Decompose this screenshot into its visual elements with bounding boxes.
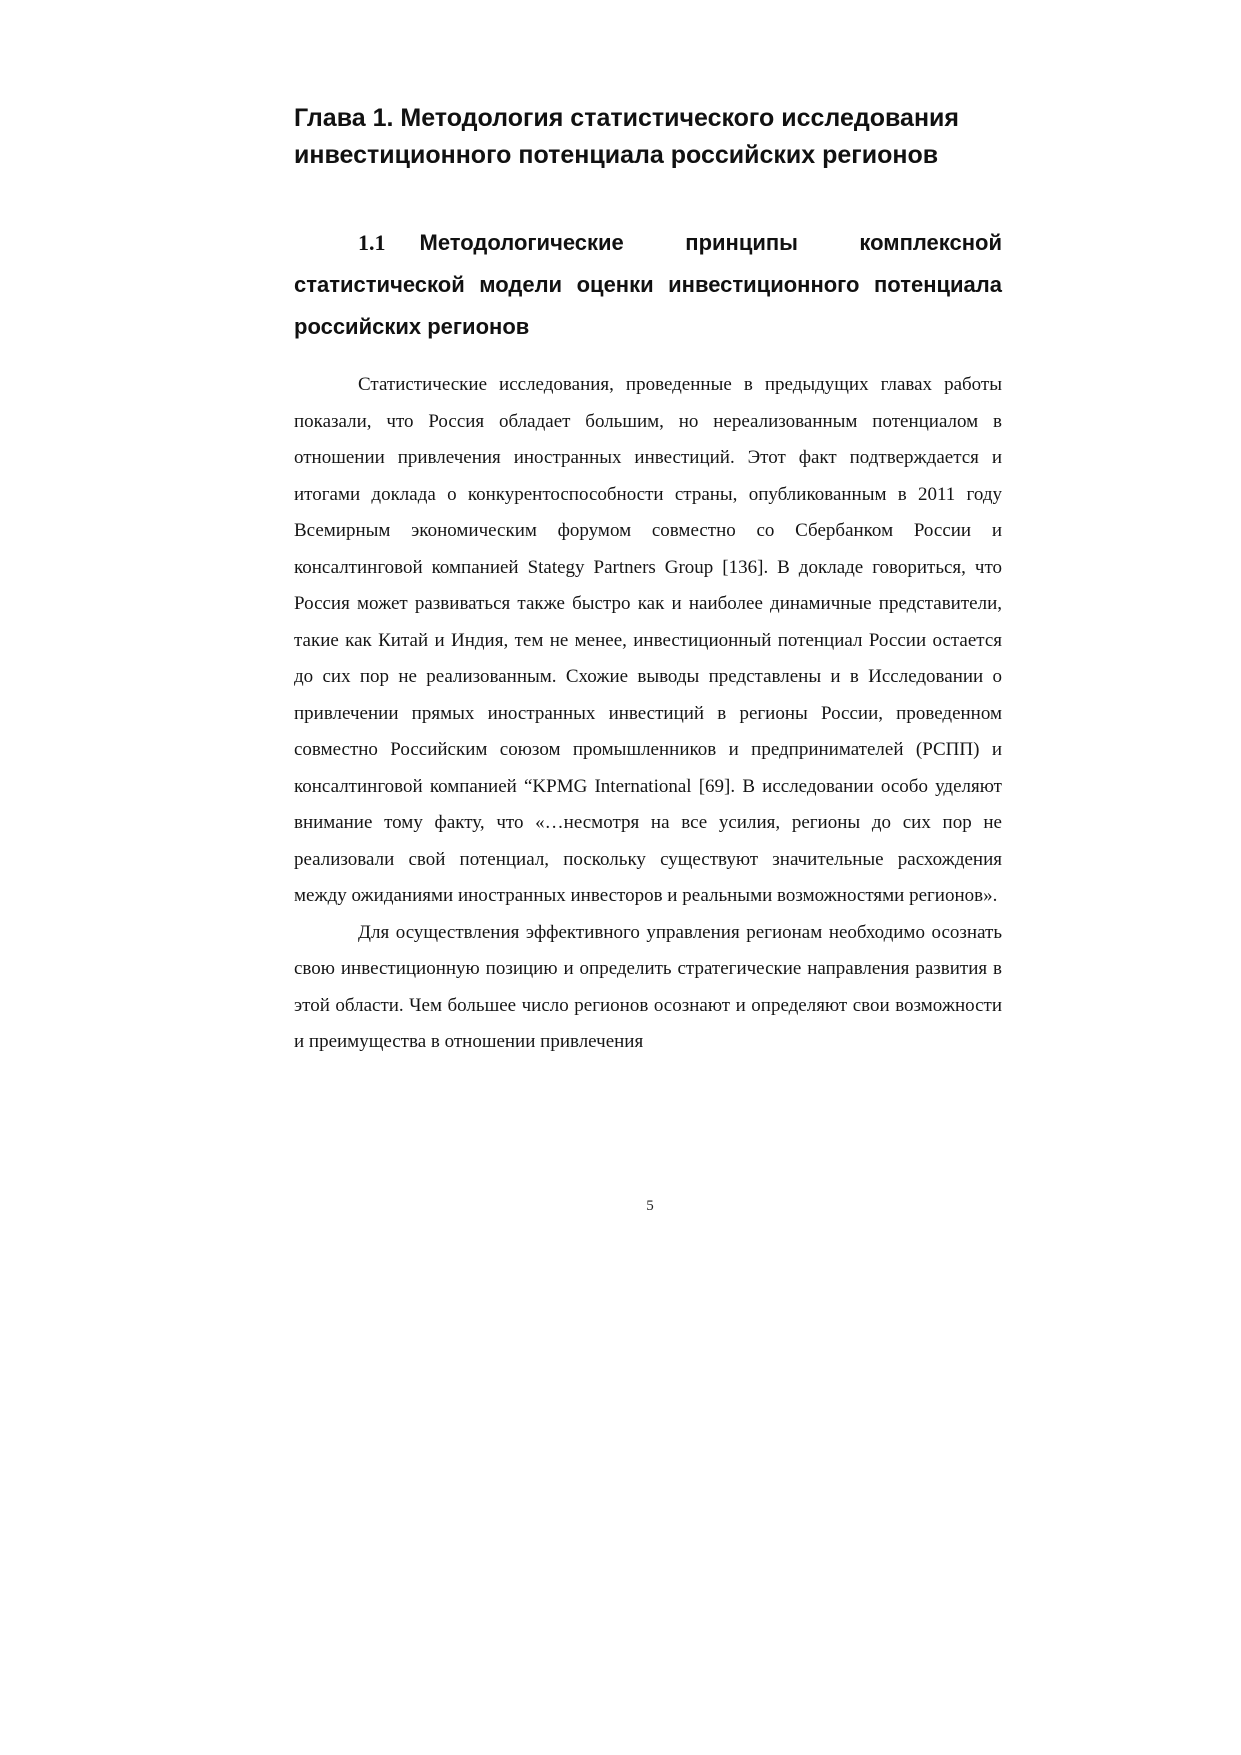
section-heading	[294, 222, 1002, 348]
page-number: 5	[646, 1198, 654, 1214]
section-title: Методологические принципы комплексной статистической модели оценки инвестиционного потенциала российских регионов	[294, 230, 1002, 339]
paragraph: Статистические исследования, проведенные в предыдущих главах работы показали, что Россия обладает большим, но нереализованным потенциалом в отношении привлечения иностранных инвестиций. Этот факт подтверждается и итогами доклада о конкурентоспособности страны, опубликованным в 2011 году Всемирным экономическим форумом совместно со Сбербанком России и консалтинговой компанией Stategy Partners Group [136]. В докладе говориться, что Россия может развиваться также быстро как и наиболее динамичные представители, такие как Китай и Индия, тем не менее, инвестиционный потенциал России остается до сих пор не реализованным. Схожие выводы представлены и в Исследовании о привлечении прямых иностранных инвестиций в регионы России, проведенном совместно Российским союзом промышленников и предпринимателей (РСПП) и консалтинговой компанией “KPMG International [69]. В исследовании особо уделяют внимание тому факту, что «…несмотря на все усилия, регионы до сих пор не реализовали свой потенциал, поскольку существуют значительные расхождения между ожиданиями иностранных инвесторов и реальными возможностями регионов».	[294, 374, 1002, 906]
section-number: 1.1	[358, 230, 386, 255]
body-text	[294, 367, 1002, 1061]
chapter-title: Глава 1. Методология статистического исследования инвестиционного потенциала российских регионов	[294, 104, 960, 169]
paragraph: Для осуществления эффективного управления регионам необходимо осознать свою инвестиционную позицию и определить стратегические направления развития в этой области. Чем большее число регионов осознают и определяют свои возможности и преимущества в отношении привлечения	[294, 921, 1002, 1052]
